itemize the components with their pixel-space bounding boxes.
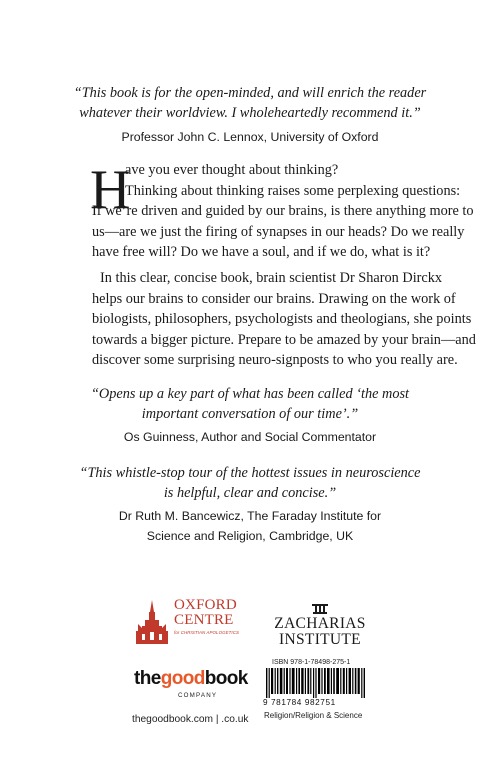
endorsement-attribution-2: Os Guinness, Author and Social Commentator — [123, 430, 377, 444]
endorsement-attribution-3 — [0, 506, 500, 546]
zacharias-institute-logo — [264, 604, 376, 648]
quote-line: important conversation of our time’.” — [141, 406, 359, 422]
quote-line: whatever their worldview. I wholeheartedly recommend it.” — [79, 105, 421, 121]
blurb-line: In this clear, concise book, brain scientist Dr Sharon Dirckx — [100, 270, 443, 286]
quote-line: “This whistle-stop tour of the hottest issues in neuroscience — [79, 465, 421, 481]
wordmark-book: book — [204, 668, 248, 689]
isbn-label: ISBN 978-1-78498-275-1 — [272, 659, 351, 666]
blurb-line: biologists, philosophers, psychologists and theologians, she points — [92, 311, 472, 327]
blurb-line: towards a bigger picture. Prepare to be amazed by your brain—and — [92, 331, 476, 348]
good-book-company-label: COMPANY — [178, 692, 218, 699]
centre-line: CENTRE — [174, 612, 234, 628]
zacharias-line: ZACHARIAS — [274, 615, 366, 632]
oxford-centre-wordmark — [174, 598, 237, 628]
barcode-digits: 9 781784 982751 — [263, 698, 336, 707]
blurb-line: ave you ever thought about thinking? — [125, 162, 339, 178]
quote-line: “This book is for the open-minded, and will enrich the reader — [73, 85, 427, 101]
church-spire-icon — [132, 598, 172, 644]
attribution-line: Dr Ruth M. Bancewicz, The Faraday Institute for — [118, 509, 382, 523]
quote-line: is helpful, clear and concise.” — [163, 485, 337, 501]
blurb-paragraph-2 — [92, 268, 476, 371]
barcode — [266, 668, 370, 698]
publisher-website: thegoodbook.com | .co.uk — [132, 714, 249, 725]
blurb-line: discover some surprising neuro-signposts to who you really are. — [92, 352, 458, 368]
blurb-paragraph-1 — [92, 160, 474, 263]
oxford-line: OXFORD — [174, 597, 237, 613]
blurb-line: us—are we just the firing of synapses in our heads? Do we really — [92, 223, 465, 240]
drop-cap: H — [90, 159, 131, 221]
blurb-line: If we’re driven and guided by our brains, is there anything more to — [92, 203, 474, 219]
book-category: Religion/Religion & Science — [264, 711, 363, 720]
endorsement-quote-3 — [0, 463, 500, 503]
good-book-wordmark — [134, 668, 248, 690]
quote-line: “Opens up a key part of what has been called ‘the most — [90, 386, 410, 402]
blurb-line: have free will? Do we have a soul, and if we do, what is it? — [92, 244, 431, 260]
column-emblem-icon — [310, 602, 330, 614]
endorsement-quote-1 — [0, 83, 500, 123]
oxford-centre-logo — [132, 598, 252, 644]
institute-line: INSTITUTE — [279, 631, 361, 648]
attribution-line: Science and Religion, Cambridge, UK — [146, 529, 354, 543]
blurb-line: Thinking about thinking raises some perplexing questions: — [125, 182, 461, 199]
blurb-line: helps our brains to consider our brains. Drawing on the work of — [92, 290, 456, 307]
wordmark-the: the — [134, 668, 161, 689]
endorsement-quote-2 — [0, 384, 500, 424]
oxford-centre-subtitle: for CHRISTIAN APOLOGETICS — [174, 630, 240, 635]
endorsement-attribution-1: Professor John C. Lennox, University of Oxford — [121, 130, 379, 144]
zacharias-wordmark — [264, 616, 376, 648]
wordmark-good: good — [160, 668, 205, 689]
